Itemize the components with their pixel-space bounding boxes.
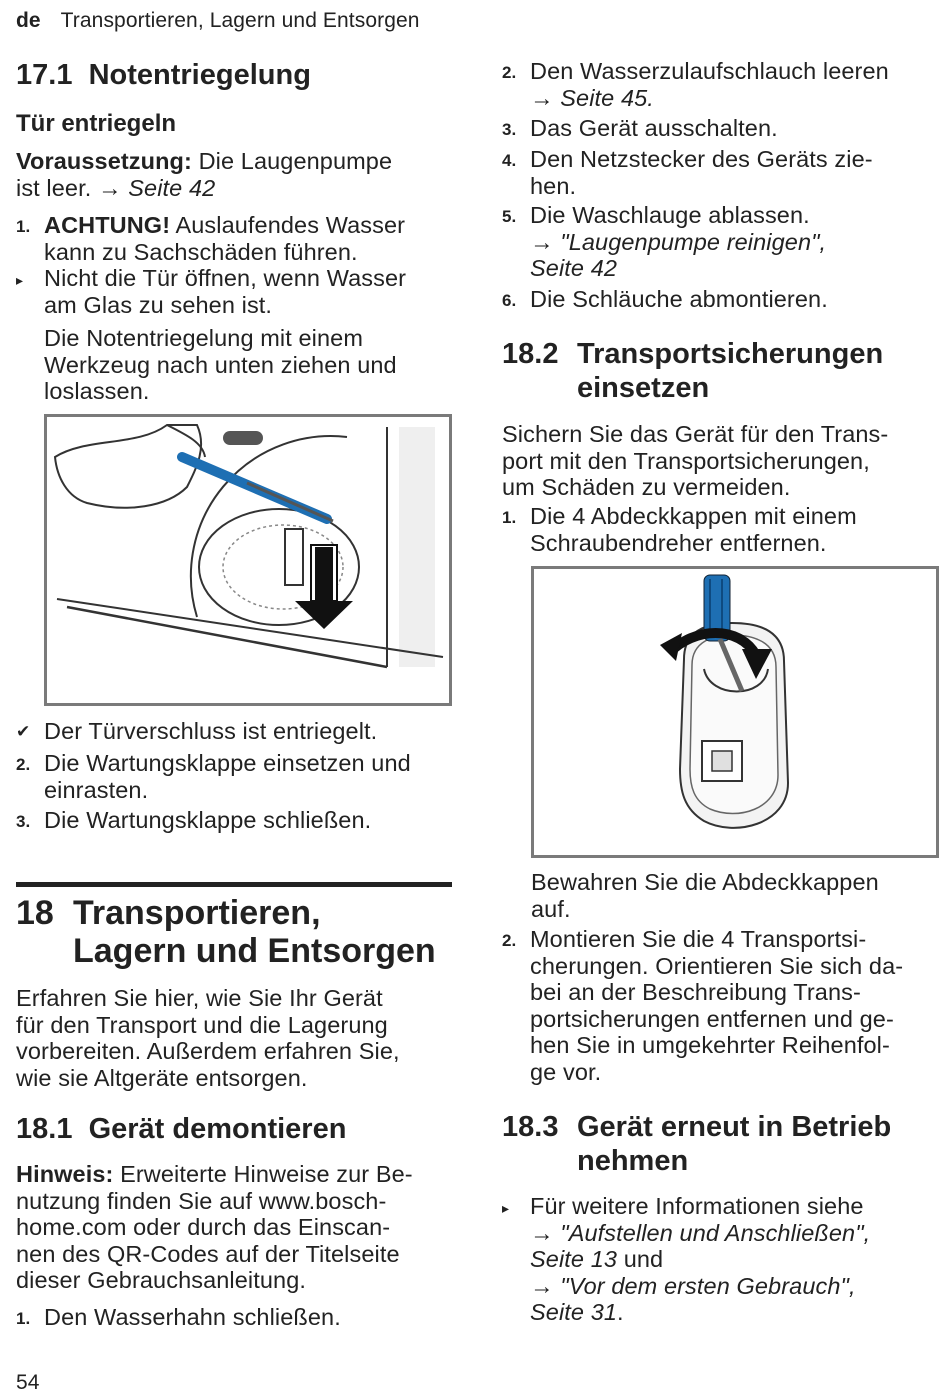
page-header — [16, 8, 420, 35]
arrow-icon: → — [530, 1272, 554, 1299]
chapter-rule — [16, 882, 452, 887]
header-title: Transportieren, Lagern und Entsorgen — [60, 9, 420, 32]
page-ref: Seite 42 — [530, 255, 618, 282]
s181-step-4: 4. Den Netzstecker des Geräts zie- hen. — [502, 146, 873, 199]
arrow-icon: → — [530, 84, 554, 111]
page-ref: Seite 13 — [530, 1246, 618, 1273]
illustration-cover-cap — [531, 566, 939, 858]
bullet-icon: ▸ — [502, 1200, 510, 1216]
bullet-warning: ▸ Nicht die Tür öffnen, wenn Wasser am Glas zu sehen ist. — [16, 265, 407, 318]
s181-step-3: 3. Das Gerät ausschalten. — [502, 115, 778, 141]
lang-tag: de — [16, 9, 41, 32]
s181-step-1: 1. Den Wasserhahn schließen. — [16, 1304, 341, 1330]
instruction-paragraph: Die Notentriegelung mit einem Werkzeug nach unten ziehen und loslassen. — [44, 325, 397, 405]
arrow-icon: → — [530, 1219, 554, 1246]
step-1: 1. ACHTUNG! Auslaufendes Wasser kann zu Sachschäden führen. — [16, 212, 406, 265]
cross-ref: "Laugenpumpe reinigen", — [560, 228, 827, 255]
chapter-18-intro: Erfahren Sie hier, wie Sie Ihr Gerät für den Transport und die Lagerung vorbereiten. Außerdem erfahren Sie, wie sie Altgeräte entsorgen. — [16, 985, 400, 1091]
bullet-icon: ▸ — [16, 272, 24, 288]
subheading-tuer-entriegeln: Tür entriegeln — [16, 110, 177, 137]
heading-18-3-number: 18.3 — [502, 1111, 559, 1143]
s181-step-2: 2. Den Wasserzulaufschlauch leeren → Seite 45. — [502, 58, 889, 111]
page-ref: Seite 45. — [560, 84, 654, 111]
cover-cap-drawing — [534, 569, 936, 855]
result-line: ✔ Der Türverschluss ist entriegelt. — [16, 718, 378, 744]
heading-18-1: 18.1 Gerät demontieren — [16, 1113, 347, 1145]
arrow-icon: → — [98, 174, 122, 201]
note-paragraph: Hinweis: Erweiterte Hinweise zur Be- nutzung finden Sie auf www.bosch- home.com oder durch das Einscan- nen des QR-Codes auf der Titelseite dieser Gebrauchsanleitung. — [16, 1161, 413, 1294]
emergency-release-drawing — [47, 417, 449, 703]
s182-step-2: 2. Montieren Sie die 4 Transportsi- cherungen. Orientieren Sie sich da- bei an der Beschreibung Trans- portsicherungen entfernen und ge- hen Sie in umgekehrter Reihenfol- ge vor. — [502, 926, 904, 1085]
s183-bullet: ▸ Für weitere Informationen siehe → "Aufstellen und Anschließen", Seite 13 und → "Vor dem ersten Gebrauch", Seite 31. — [502, 1193, 871, 1326]
step-2: 2. Die Wartungsklappe einsetzen und einrasten. — [16, 750, 411, 803]
check-icon: ✔ — [16, 722, 31, 741]
heading-18-2-number: 18.2 — [502, 338, 559, 370]
cross-ref: "Aufstellen und Anschließen", — [560, 1219, 871, 1246]
step-3: 3. Die Wartungsklappe schließen. — [16, 807, 372, 833]
s181-step-6: 6. Die Schläuche abmontieren. — [502, 286, 828, 312]
heading-18-2-title: Transportsicherungen einsetzen — [577, 338, 884, 404]
heading-17-1: 17.1 Notentriegelung — [16, 59, 311, 91]
chapter-18-title: Transportieren, Lagern und Entsorgen — [73, 894, 436, 970]
illustration-emergency-release — [44, 414, 452, 706]
page-number: 54 — [16, 1371, 40, 1394]
s182-step-1: 1. Die 4 Abdeckkappen mit einem Schraubendreher entfernen. — [502, 503, 857, 556]
page-ref: Seite 42 — [128, 174, 216, 201]
chapter-18-number: 18 — [16, 894, 54, 932]
s182-intro: Sichern Sie das Gerät für den Trans- port mit den Transportsicherungen, um Schäden zu vermeiden. — [502, 421, 889, 501]
cross-ref: "Vor dem ersten Gebrauch", — [560, 1272, 856, 1299]
heading-18-3-title: Gerät erneut in Betrieb nehmen — [577, 1111, 892, 1177]
prerequisite: Voraussetzung: Die Laugenpumpe ist leer. → Seite 42 — [16, 148, 393, 201]
arrow-icon: → — [530, 228, 554, 255]
keep-caps-note: Bewahren Sie die Abdeckkappen auf. — [531, 869, 879, 922]
page-ref: Seite 31 — [530, 1299, 618, 1326]
s181-step-5: 5. Die Waschlauge ablassen. → "Laugenpumpe reinigen", Seite 42 — [502, 202, 827, 282]
